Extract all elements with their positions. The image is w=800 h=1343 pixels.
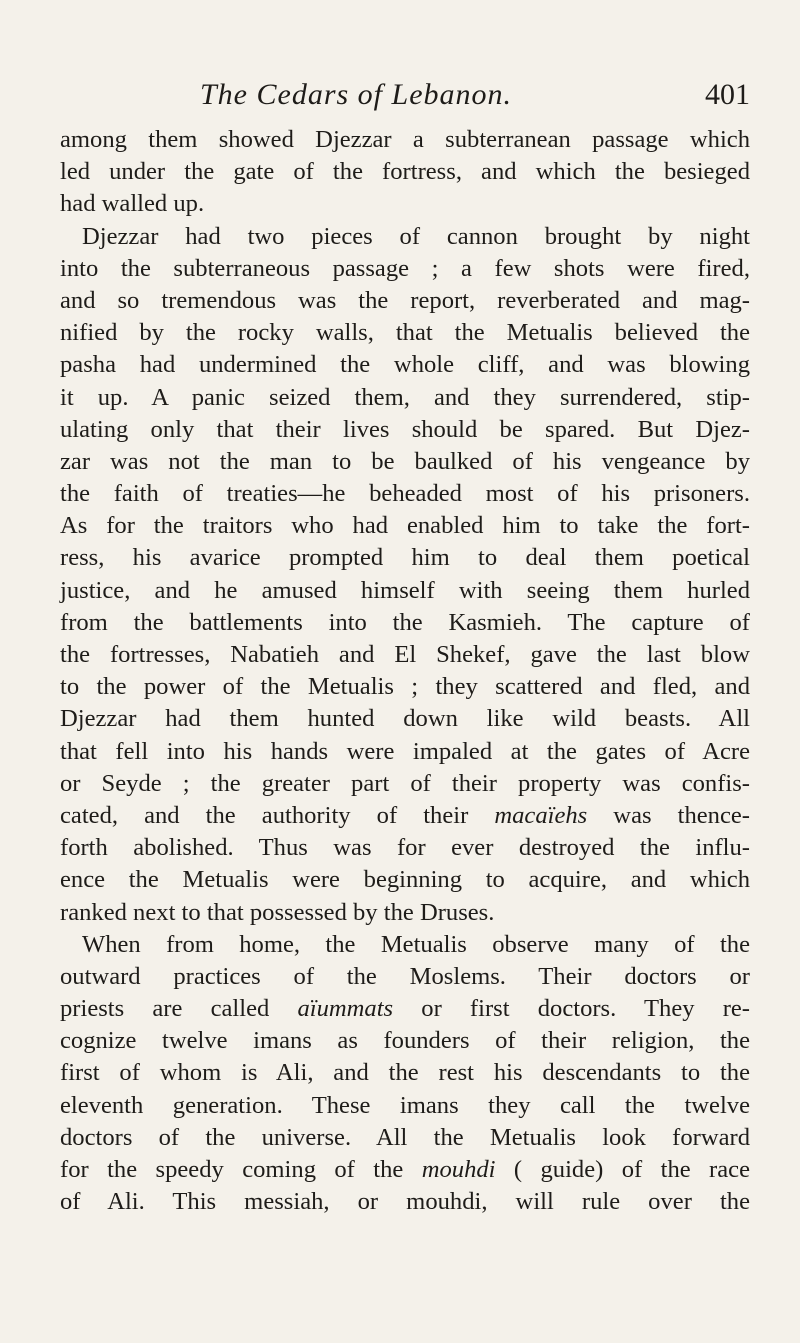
text-line: to the power of the Metualis ; they scattered and fled, and xyxy=(60,673,750,701)
text-line: doctors of the universe. All the Metualis look forward xyxy=(60,1123,750,1151)
text-line: pasha had undermined the whole cliff, and was blowing xyxy=(60,351,750,379)
text-line: for the speedy coming of the mouhdi ( guide) of the race xyxy=(60,1156,750,1183)
page-header xyxy=(60,78,750,118)
text-line: among them showed Djezzar a subterranean passage which xyxy=(60,126,750,153)
text-line: As for the traitors who had enabled him to take the fort- xyxy=(60,512,750,540)
running-title: The Cedars of Lebanon. xyxy=(200,78,513,111)
text-line: Djezzar had them hunted down like wild beasts. All xyxy=(60,705,750,733)
text-line: nified by the rocky walls, that the Metualis believed the xyxy=(60,319,750,347)
text-line: cognize twelve imans as founders of their religion, the xyxy=(60,1027,750,1055)
text-line: into the subterraneous passage ; a few shots were fired, xyxy=(60,254,750,282)
page-number: 401 xyxy=(705,78,750,111)
text-line: When from home, the Metualis observe many of the xyxy=(82,930,750,958)
text-line: led under the gate of the fortress, and which the besieged xyxy=(60,158,750,186)
text-line: cated, and the authority of their macaïehs was thence- xyxy=(60,801,750,829)
italic-term: aïummats xyxy=(297,995,394,1023)
text-line: that fell into his hands were impaled at the gates of Acre xyxy=(60,737,750,765)
italic-term: macaïehs xyxy=(494,801,588,829)
text-line: ence the Metualis were beginning to acquire, and which xyxy=(60,866,750,894)
text-line: ranked next to that possessed by the Druses. xyxy=(60,898,495,926)
text-line: had walled up. xyxy=(60,190,205,218)
text-line: from the battlements into the Kasmieh. The capture of xyxy=(60,608,750,636)
text-line: forth abolished. Thus was for ever destroyed the influ- xyxy=(60,834,750,862)
text-line: ulating only that their lives should be spared. But Djez- xyxy=(60,415,750,443)
text-line: and so tremendous was the report, reverberated and mag- xyxy=(60,286,750,314)
text-line: ress, his avarice prompted him to deal them poetical xyxy=(60,544,750,572)
text-line: priests are called aïummats or first doctors. They re- xyxy=(60,995,750,1023)
body-text xyxy=(60,124,750,1218)
text-line: or Seyde ; the greater part of their property was confis- xyxy=(60,769,750,797)
text-line: the fortresses, Nabatieh and El Shekef, gave the last blow xyxy=(60,641,750,668)
italic-term: mouhdi xyxy=(421,1156,496,1183)
text-line: the faith of treaties—he beheaded most of his prisoners. xyxy=(60,480,750,508)
text-line: it up. A panic seized them, and they surrendered, stip- xyxy=(60,383,750,411)
text-line: outward practices of the Moslems. Their doctors or xyxy=(60,962,750,990)
text-line: eleventh generation. These imans they call the twelve xyxy=(60,1091,750,1119)
text-line: of Ali. This messiah, or mouhdi, will rule over the xyxy=(60,1188,750,1216)
text-line: first of whom is Ali, and the rest his descendants to the xyxy=(60,1059,750,1087)
text-line: zar was not the man to be baulked of his vengeance by xyxy=(60,447,750,475)
text-line: Djezzar had two pieces of cannon brought by night xyxy=(82,222,750,250)
text-line: justice, and he amused himself with seeing them hurled xyxy=(60,576,750,604)
